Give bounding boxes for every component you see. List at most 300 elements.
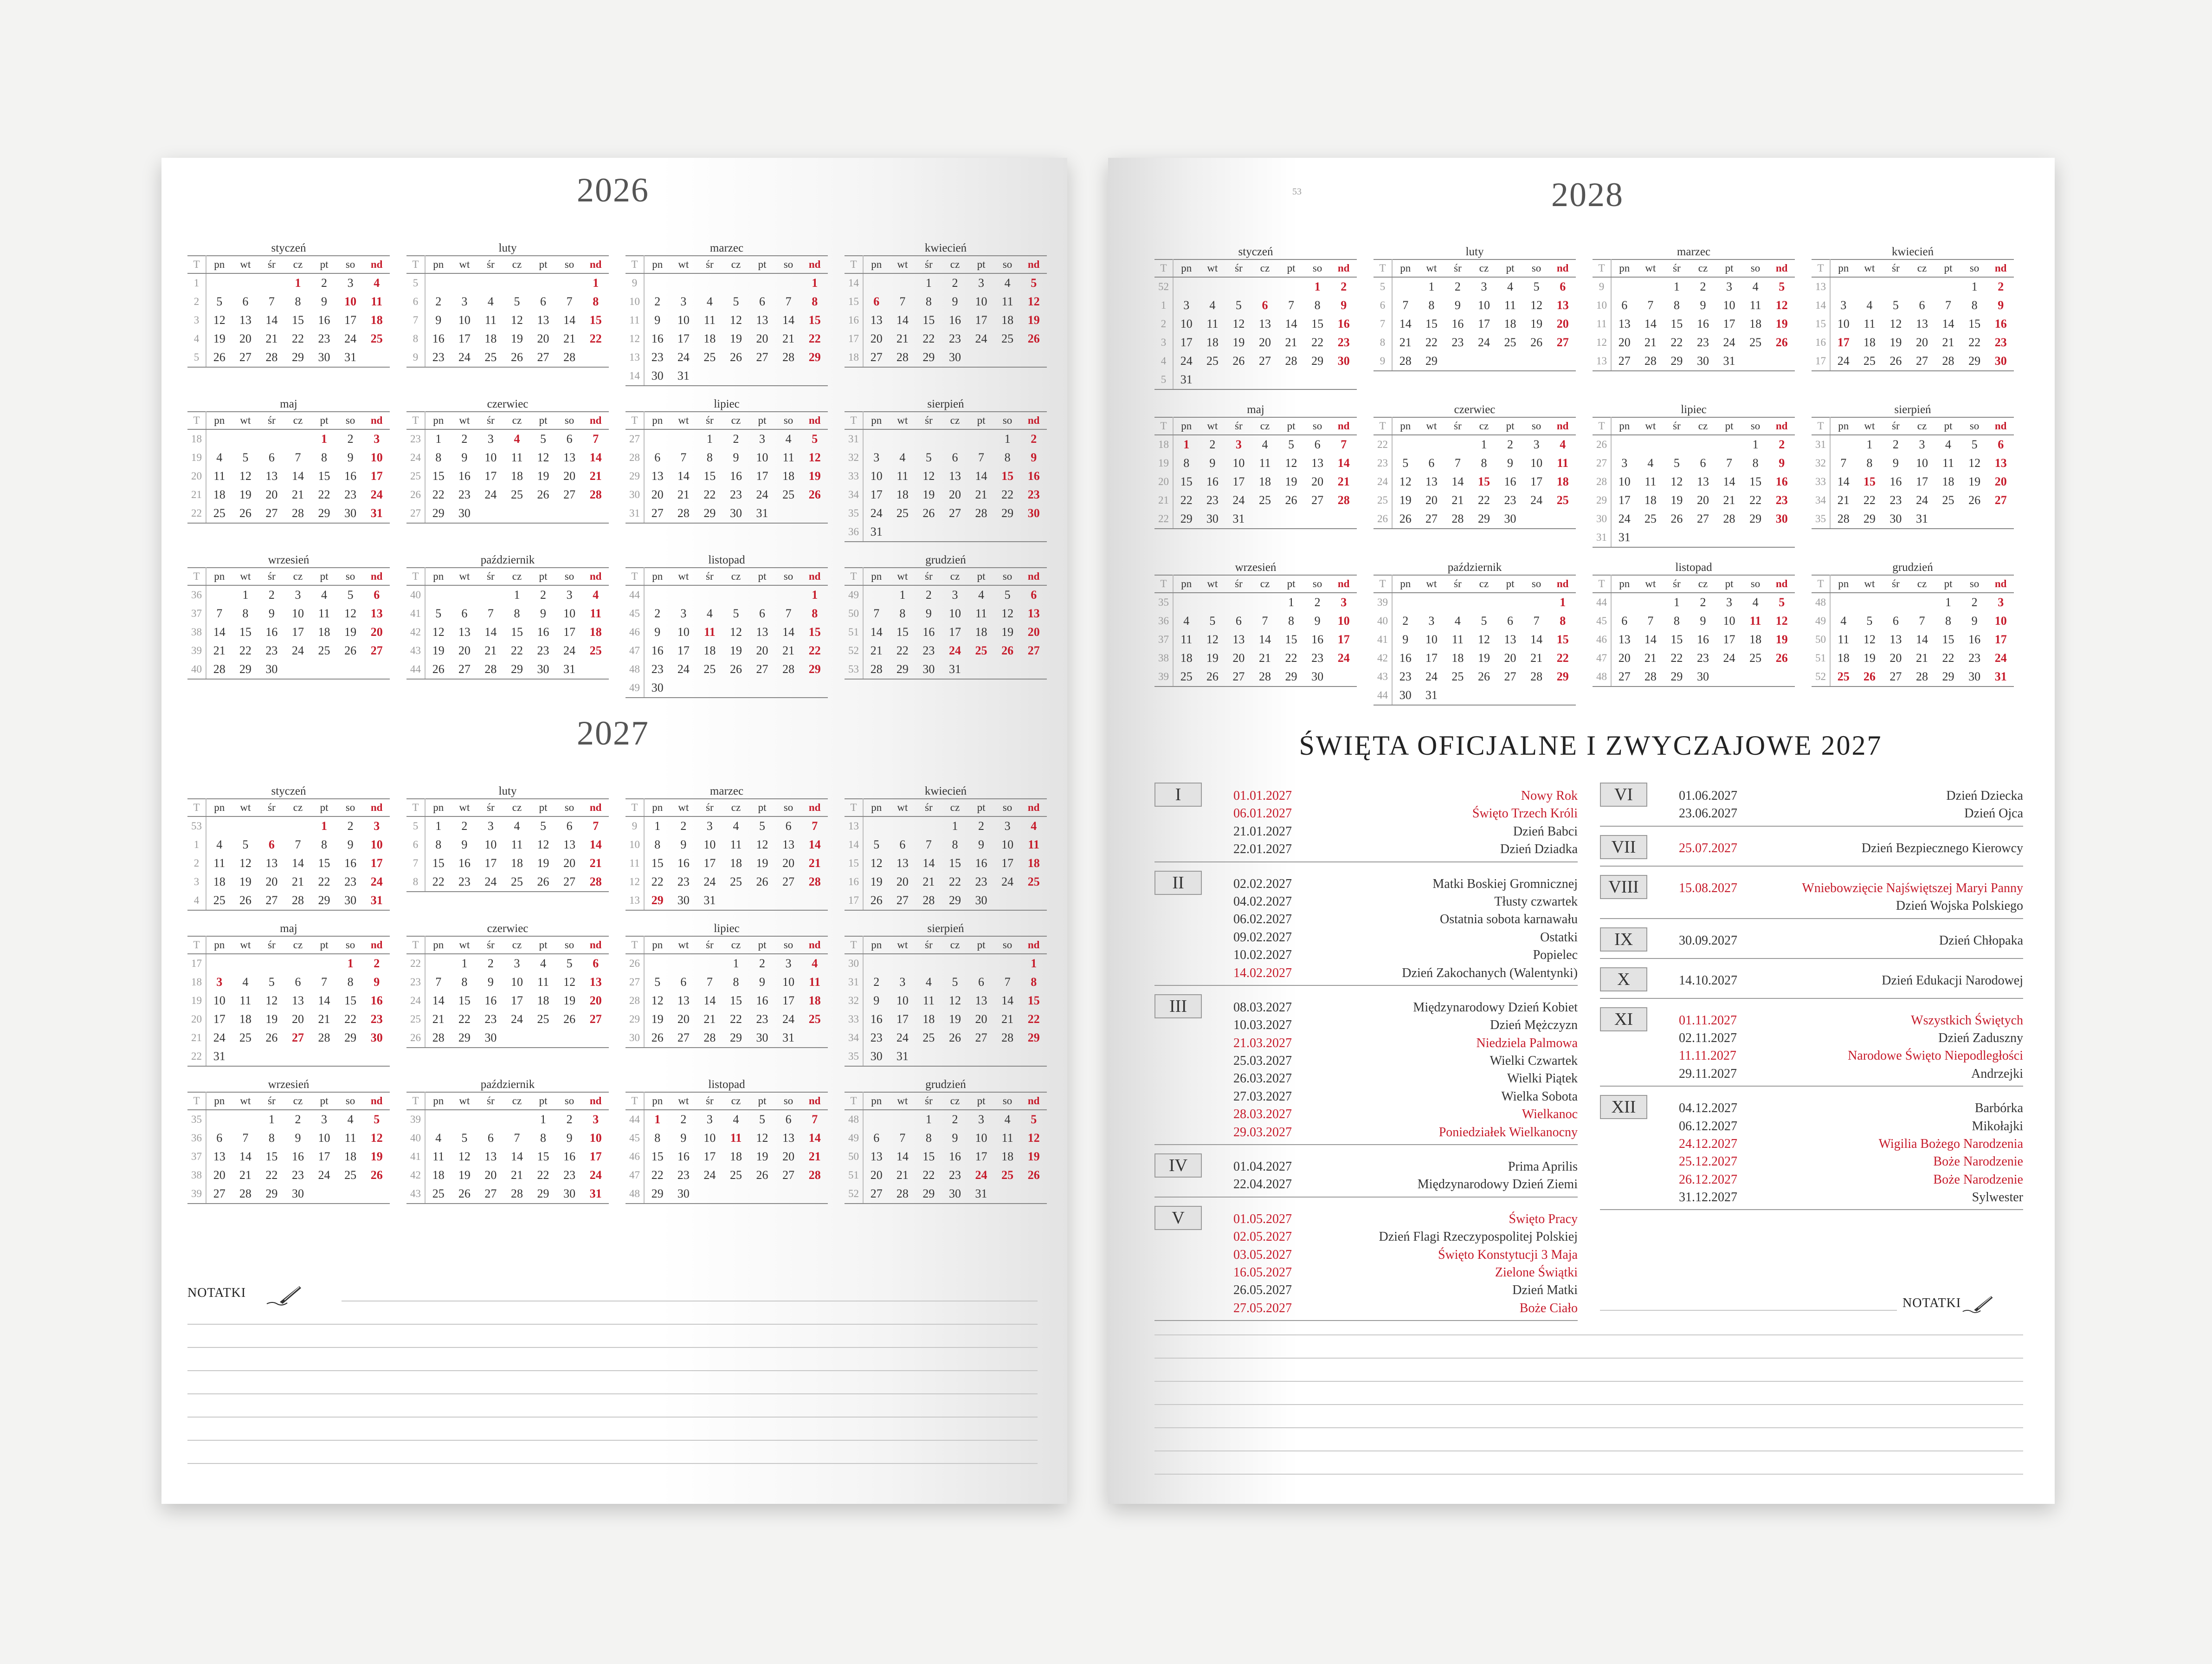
day-cell: 21	[1337, 475, 1350, 488]
week-row	[406, 1129, 609, 1147]
day-cell: 27	[1258, 354, 1271, 368]
weekday-header: wt	[1857, 417, 1883, 435]
week-number: 23	[406, 973, 425, 991]
day-cell: 7	[680, 451, 687, 464]
day-cell: 31	[890, 1047, 916, 1066]
weekday-header: śr	[258, 412, 285, 429]
day-cell: 1	[1752, 438, 1759, 451]
day-cell: 3	[593, 1113, 599, 1126]
week-row	[406, 835, 609, 854]
day-cell: 29	[916, 1185, 942, 1204]
day-cell: 29	[1419, 352, 1445, 371]
day-cell: 20	[1027, 625, 1040, 639]
day-cell: 12	[1775, 614, 1788, 628]
day-cell: 30	[916, 660, 942, 679]
week-number: 22	[1154, 510, 1173, 529]
weekday-header: śr	[258, 799, 285, 816]
day-cell: 3	[978, 276, 985, 290]
weekday-header: pt	[311, 412, 337, 429]
weekday-header: pn	[644, 1092, 671, 1110]
note-line[interactable]	[187, 1370, 1038, 1371]
day-cell: 13	[782, 1131, 795, 1145]
week-column-header: T	[845, 568, 863, 585]
week-row	[626, 891, 828, 910]
weekday-header: śr	[477, 256, 504, 273]
note-line[interactable]	[1154, 1334, 2023, 1335]
day-cell: 22	[239, 644, 252, 657]
month-grid	[626, 936, 828, 1048]
day-cell: 16	[651, 644, 664, 657]
day-cell: 11	[371, 295, 382, 308]
weekday-header: wt	[671, 799, 697, 816]
holiday-row	[1154, 1300, 1578, 1317]
day-cell	[451, 273, 478, 292]
weekday-header: cz	[285, 412, 311, 429]
day-cell: 28	[696, 1029, 723, 1048]
weekday-header: pn	[1611, 259, 1638, 277]
day-cell: 27	[1994, 493, 2007, 507]
day-cell: 15	[729, 994, 742, 1007]
day-cell: 8	[1183, 456, 1190, 470]
day-cell: 22	[1477, 493, 1490, 507]
day-cell	[258, 1047, 285, 1066]
day-cell: 19	[213, 332, 226, 345]
day-cell	[1523, 593, 1550, 612]
day-cell: 14	[318, 994, 330, 1007]
day-cell: 5	[733, 295, 739, 308]
week-number: 45	[626, 604, 644, 623]
day-cell	[1419, 435, 1445, 454]
day-cell: 5	[347, 588, 354, 602]
day-cell: 22	[344, 1012, 357, 1026]
weekday-header: pt	[1278, 417, 1304, 435]
week-number: 37	[1154, 630, 1173, 649]
day-cell	[1497, 686, 1523, 705]
week-row	[626, 991, 828, 1010]
week-number: 1	[187, 273, 206, 292]
week-number: 44	[1374, 686, 1392, 705]
day-cell: 16	[344, 469, 357, 483]
day-cell: 21	[782, 644, 795, 657]
day-cell: 21	[1644, 651, 1657, 665]
day-cell: 20	[484, 1168, 497, 1182]
day-cell: 21	[239, 1168, 252, 1182]
day-cell	[723, 367, 749, 386]
day-cell: 3	[1004, 819, 1011, 833]
month-roman-numeral: VIII	[1600, 875, 1647, 899]
day-cell: 7	[1004, 975, 1011, 989]
day-cell: 28	[671, 504, 697, 523]
day-cell: 15	[318, 856, 330, 870]
day-cell: 18	[589, 625, 602, 639]
weekday-header: so	[994, 1092, 1021, 1110]
day-cell: 22	[1968, 336, 1981, 349]
note-line[interactable]	[187, 1347, 1038, 1348]
day-cell: 12	[563, 975, 576, 989]
week-number: 22	[187, 504, 206, 523]
weekday-header: wt	[890, 799, 916, 816]
month-grid	[845, 411, 1047, 542]
week-row	[845, 1110, 1047, 1129]
day-cell: 10	[703, 1131, 716, 1145]
day-cell: 23	[1337, 336, 1350, 349]
day-cell: 12	[370, 1131, 383, 1145]
day-cell: 23	[1775, 493, 1788, 507]
weekday-header: cz	[723, 568, 749, 585]
week-row	[845, 1185, 1047, 1204]
day-cell: 10	[1425, 633, 1438, 646]
weekday-header: pn	[644, 568, 671, 585]
weekday-header: wt	[1200, 417, 1226, 435]
day-cell: 16	[1890, 475, 1902, 488]
weekday-header: so	[556, 936, 583, 954]
day-cell: 31	[1225, 510, 1252, 529]
day-cell: 3	[1481, 280, 1487, 293]
weekday-header: pn	[206, 568, 232, 585]
weekday-header: wt	[890, 412, 916, 429]
holiday-month-group	[1600, 780, 2023, 827]
day-cell: 14	[1399, 317, 1412, 330]
day-cell: 8	[733, 975, 739, 989]
holiday-month-group	[1154, 991, 1578, 1145]
day-cell: 11	[730, 1131, 742, 1145]
weekday-header: pt	[311, 568, 337, 585]
week-row	[1154, 612, 1357, 630]
day-cell: 15	[1749, 475, 1762, 488]
day-cell: 16	[870, 1012, 883, 1026]
day-cell: 19	[1968, 475, 1981, 488]
day-cell: 6	[952, 451, 958, 464]
day-cell: 20	[370, 625, 383, 639]
day-cell: 24	[703, 875, 716, 888]
month-roman-numeral: II	[1154, 871, 1202, 895]
weekday-header: pt	[530, 568, 556, 585]
note-line[interactable]	[187, 1417, 1038, 1418]
day-cell: 27	[1311, 493, 1324, 507]
weekday-header: pn	[1611, 417, 1638, 435]
day-cell: 19	[756, 856, 768, 870]
day-cell: 26	[530, 873, 556, 892]
day-cell: 22	[1749, 493, 1762, 507]
holiday-date: 26.03.2027	[1233, 1071, 1292, 1086]
day-cell: 18	[729, 1150, 742, 1163]
holiday-name: Dzień Zakochanych (Walentynki)	[1402, 965, 1578, 980]
day-cell: 12	[1232, 317, 1245, 330]
weekday-header: so	[775, 1092, 802, 1110]
weekday-header: nd	[582, 568, 609, 585]
note-line[interactable]	[187, 1324, 1038, 1325]
week-row	[1154, 667, 1357, 686]
week-row	[1374, 277, 1576, 296]
day-cell: 25	[344, 1168, 357, 1182]
day-cell: 17	[975, 313, 987, 327]
day-cell	[363, 348, 390, 367]
day-cell: 11	[239, 994, 252, 1007]
week-number: 27	[406, 504, 425, 523]
month-roman-numeral: XII	[1600, 1095, 1647, 1119]
day-cell: 24	[677, 350, 690, 364]
note-line[interactable]	[187, 1393, 1038, 1394]
weekday-header: pn	[425, 1092, 451, 1110]
day-cell: 24	[1232, 493, 1245, 507]
weekday-header: śr	[477, 568, 504, 585]
day-cell: 28	[589, 488, 602, 501]
day-cell: 23	[1399, 670, 1412, 683]
day-cell: 9	[347, 838, 354, 851]
note-line[interactable]	[1154, 1427, 2023, 1428]
day-cell: 15	[344, 994, 357, 1007]
month-roman-numeral: VI	[1600, 783, 1647, 807]
day-cell	[775, 1185, 802, 1204]
weekday-header: so	[775, 936, 802, 954]
holiday-date: 01.04.2027	[1233, 1159, 1292, 1174]
day-cell: 13	[1504, 633, 1516, 646]
week-row	[1154, 435, 1357, 454]
day-cell: 5	[873, 838, 880, 851]
day-cell: 25	[975, 644, 987, 657]
day-cell: 26	[1232, 354, 1245, 368]
day-cell: 11	[896, 469, 909, 483]
day-cell: 5	[1971, 438, 1978, 451]
day-cell: 18	[1942, 475, 1954, 488]
day-cell: 16	[291, 1150, 304, 1163]
day-cell: 12	[729, 313, 742, 327]
day-cell: 6	[654, 451, 661, 464]
week-row	[187, 1147, 390, 1166]
day-cell: 26	[1530, 336, 1543, 349]
week-number: 21	[1154, 491, 1173, 510]
day-cell: 21	[589, 856, 602, 870]
day-cell: 8	[1288, 614, 1295, 628]
day-cell: 26	[563, 1012, 576, 1026]
day-cell	[671, 585, 697, 604]
day-cell: 9	[654, 625, 661, 639]
day-cell: 1	[242, 588, 249, 602]
week-number: 27	[626, 973, 644, 991]
day-cell: 4	[1560, 438, 1566, 451]
week-number: 14	[845, 835, 863, 854]
day-cell: 7	[1647, 298, 1654, 312]
week-column-header: T	[187, 936, 206, 954]
day-cell: 3	[952, 588, 958, 602]
weekday-header: cz	[504, 799, 530, 816]
day-cell: 11	[1028, 838, 1039, 851]
month-grid	[845, 798, 1047, 911]
week-column-header: T	[626, 256, 644, 273]
day-cell: 1	[899, 588, 906, 602]
week-row	[626, 486, 828, 504]
day-cell: 11	[703, 313, 716, 327]
day-cell	[1611, 593, 1638, 612]
day-cell: 22	[1001, 488, 1014, 501]
week-row	[1374, 510, 1576, 529]
month-calendar	[406, 1078, 609, 1204]
day-cell	[1830, 277, 1857, 296]
day-cell: 21	[808, 856, 821, 870]
note-line[interactable]	[187, 1440, 1038, 1441]
holiday-date: 29.11.2027	[1679, 1066, 1737, 1081]
week-row	[1374, 454, 1576, 473]
day-cell: 31	[749, 504, 775, 523]
day-cell: 30	[644, 679, 671, 698]
day-cell	[1549, 686, 1576, 705]
day-cell: 26	[756, 1168, 768, 1182]
day-cell: 10	[975, 295, 987, 308]
week-number: 6	[1374, 296, 1392, 315]
week-row	[1374, 296, 1576, 315]
holiday-month-group	[1600, 965, 2023, 999]
day-cell: 7	[321, 975, 328, 989]
day-cell: 26	[808, 488, 821, 501]
day-cell: 20	[782, 856, 795, 870]
week-row	[187, 991, 390, 1010]
note-line[interactable]	[1154, 1404, 2023, 1405]
week-row	[845, 973, 1047, 991]
day-cell: 11	[1504, 298, 1516, 312]
note-line[interactable]	[1154, 1474, 2023, 1475]
weekday-header: so	[337, 799, 364, 816]
weekday-header: śr	[1445, 259, 1471, 277]
day-cell	[1664, 528, 1690, 547]
day-cell	[1020, 348, 1047, 367]
day-cell: 23	[1968, 651, 1981, 665]
day-cell	[1471, 593, 1497, 612]
day-cell	[890, 954, 916, 973]
day-cell: 20	[1504, 651, 1516, 665]
day-cell: 31	[696, 891, 723, 910]
note-line[interactable]	[1154, 1381, 2023, 1382]
day-cell: 11	[1001, 295, 1013, 308]
day-cell: 6	[1998, 438, 2004, 451]
day-cell: 9	[487, 975, 494, 989]
note-line[interactable]	[1154, 1450, 2023, 1451]
day-cell: 12	[265, 994, 278, 1007]
day-cell: 28	[890, 348, 916, 367]
day-cell: 6	[785, 819, 792, 833]
day-cell: 7	[295, 838, 301, 851]
weekday-header: nd	[1768, 417, 1795, 435]
day-cell: 30	[749, 1029, 775, 1048]
day-cell: 12	[729, 625, 742, 639]
month-name: lipiec	[714, 922, 740, 935]
day-cell: 5	[1892, 298, 1899, 312]
note-line[interactable]	[187, 1463, 1038, 1464]
week-row	[1593, 352, 1795, 371]
week-number: 6	[406, 835, 425, 854]
day-cell: 1	[1031, 957, 1037, 970]
weekday-header: cz	[1909, 417, 1935, 435]
day-cell: 6	[1621, 614, 1628, 628]
note-line[interactable]	[1154, 1358, 2023, 1359]
day-cell	[775, 585, 802, 604]
weekday-header: cz	[723, 1092, 749, 1110]
day-cell: 28	[1530, 670, 1543, 683]
week-number: 4	[187, 330, 206, 348]
day-cell	[337, 1185, 364, 1204]
day-cell: 1	[1288, 596, 1295, 609]
day-cell: 4	[706, 607, 713, 620]
day-cell: 29	[1027, 1031, 1040, 1044]
day-cell: 24	[563, 644, 576, 657]
holiday-name: Święto Pracy	[1509, 1211, 1578, 1226]
note-line[interactable]	[1600, 1310, 1897, 1311]
holiday-row	[1154, 875, 1578, 893]
day-cell: 31	[942, 660, 968, 679]
week-row	[1154, 333, 1357, 352]
day-cell: 20	[756, 332, 768, 345]
week-row	[626, 1185, 828, 1204]
day-cell: 12	[1027, 1131, 1040, 1145]
day-cell: 7	[268, 295, 275, 308]
day-cell: 5	[514, 295, 520, 308]
weekday-header: śr	[1883, 259, 1909, 277]
month-calendar	[1812, 403, 2014, 548]
day-cell: 29	[1471, 510, 1497, 529]
day-cell: 11	[318, 607, 330, 620]
month-name: lipiec	[714, 398, 740, 410]
day-cell: 14	[1451, 475, 1464, 488]
weekday-header: cz	[285, 568, 311, 585]
month-name: styczeń	[271, 242, 306, 254]
weekday-header: nd	[1987, 417, 2014, 435]
day-cell: 13	[651, 469, 664, 483]
day-cell: 16	[1775, 475, 1788, 488]
day-cell: 11	[1557, 456, 1568, 470]
day-cell	[696, 954, 723, 973]
day-cell: 1	[1560, 596, 1566, 609]
weekday-header: cz	[1909, 575, 1935, 593]
day-cell: 2	[654, 295, 661, 308]
weekday-header: cz	[504, 1092, 530, 1110]
holiday-name: Dzień Matki	[1512, 1283, 1578, 1298]
holiday-date: 21.03.2027	[1233, 1036, 1292, 1050]
day-cell: 16	[1337, 317, 1350, 330]
day-cell: 29	[530, 1185, 556, 1204]
day-cell	[1638, 528, 1664, 547]
day-cell: 16	[1206, 475, 1219, 488]
day-cell: 15	[1180, 475, 1193, 488]
week-number: 25	[406, 1010, 425, 1029]
week-number: 24	[406, 991, 425, 1010]
day-cell	[1419, 593, 1445, 612]
day-cell: 3	[1726, 596, 1733, 609]
month-grid	[845, 936, 1047, 1067]
holiday-row	[1154, 787, 1578, 805]
holiday-month-group	[1600, 925, 2023, 959]
week-number: 35	[845, 504, 863, 523]
weekday-header: pt	[1716, 417, 1742, 435]
week-number: 22	[1374, 435, 1392, 454]
day-cell: 12	[1775, 298, 1788, 312]
day-cell: 21	[213, 644, 226, 657]
week-row	[187, 448, 390, 467]
day-cell: 14	[1337, 456, 1350, 470]
week-number: 43	[1374, 667, 1392, 686]
week-number: 32	[845, 448, 863, 467]
week-row	[626, 954, 828, 973]
week-row	[1812, 649, 2014, 667]
holiday-name: Boże Narodzenie	[1933, 1172, 2023, 1187]
week-row	[406, 973, 609, 991]
day-cell: 9	[925, 607, 932, 620]
day-cell: 31	[671, 367, 697, 386]
day-cell: 8	[347, 975, 354, 989]
day-cell: 8	[654, 838, 661, 851]
week-row	[1812, 630, 2014, 649]
holiday-date: 04.12.2027	[1679, 1101, 1737, 1116]
day-cell: 18	[1206, 336, 1219, 349]
week-number: 3	[187, 311, 206, 330]
